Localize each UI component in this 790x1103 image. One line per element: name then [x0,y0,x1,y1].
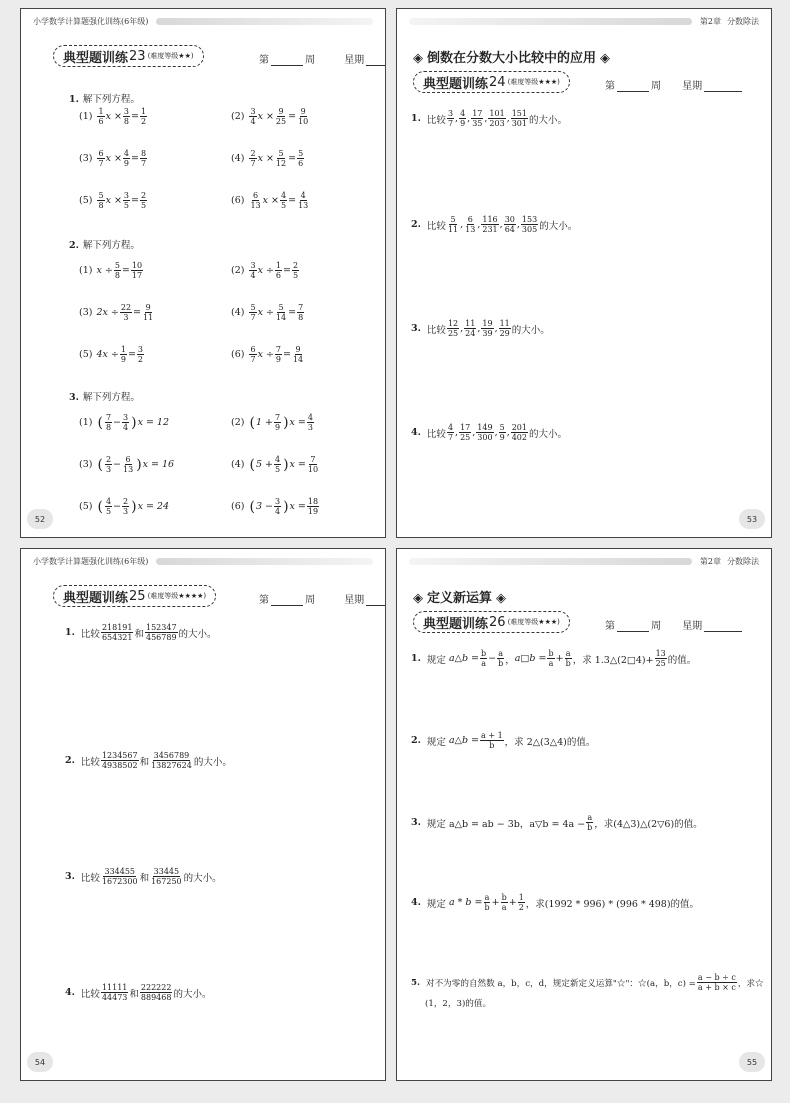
book-title: 小学数学计算题强化训练(6年级) [33,16,149,26]
diamond-icon: ◈ [413,591,423,606]
equation: (1) $\frac{1}{6}$ x × $\frac{3}{8}$ = $\frac{1}{2}$ [79,107,147,126]
week-day-line: 第 周 星期 [605,77,744,92]
section-title: ◈ 倒数在分数大小比较中的应用 ◈ [413,51,611,66]
diamond-icon: ◈ [600,51,611,66]
equation: (5) ( $\frac{4}{5}$ − $\frac{2}{3}$ ) x = 24 [79,497,170,516]
week-day-line: 第 周 星期 [259,51,386,66]
question-3: 3. 比较 $\frac{12}{25}$ , $\frac{11}{24}$ , $\frac{19}{39}$ , $\frac{11}{29}$ 的大小。 [411,319,550,338]
week-day-line: 第 周 星期 [259,591,386,606]
page-number: 52 [27,509,53,529]
section-title: ◈ 定义新运算 ◈ [413,591,507,606]
week-day-line: 第 周 星期 [605,617,744,632]
page-number: 54 [27,1052,53,1072]
question-1: 1. 比较 $\frac{3}{7}$ , $\frac{4}{9}$ , $\frac{17}{35}$ , $\frac{101}{203}$ , $\frac{151}{301}$ 的大小。 [411,109,568,128]
running-header [33,15,373,27]
running-header: 小学数学计算题强化训练(6年级) [33,555,373,567]
question-3: 3. 比较 $\frac{334455}{1672300}$ 和 $\frac{33445}{167250}$ 的大小。 [65,867,222,886]
page-number: 55 [739,1052,765,1072]
question-4: 4. 规定 a * b = $\frac{a}{b}$ + $\frac{b}{a}$ + $\frac{1}{2}$ ，求(1992 * 996) * (996 * 498)的值。 [411,893,700,912]
running-header: 第2章 分数除法 [409,555,759,567]
question-3-heading: 3. 解下列方程。 [69,392,140,403]
question-5: 5. 对不为零的自然数 a，b，c，d，规定新定义运算"☆"：☆(a，b，c) = $\frac{a - b \div c}{a + b \times c}$ ，求☆ [411,973,764,992]
equation: (3) 2x ÷ $\frac{22}{3}$ = $\frac{9}{11}$ [79,303,154,322]
page-52 [20,8,386,538]
chapter-label: 第2章 [699,16,721,26]
exercise-badge: 典型题训练 25 (难度等级★★★★) [53,585,216,607]
equation: (5) 4x ÷ $\frac{1}{9}$ = $\frac{3}{2}$ [79,345,144,364]
exercise-badge [53,45,204,67]
day-blank [366,56,386,66]
equation: (5) $\frac{5}{8}$ x × $\frac{3}{5}$ = $\frac{2}{5}$ [79,191,147,210]
question-2-heading: 2. 解下列方程。 [69,240,140,251]
equation: (4) ( 5 + $\frac{4}{5}$ ) x = $\frac{7}{10}$ [231,455,319,474]
equation: (6) ( 3 − $\frac{3}{4}$ ) x = $\frac{18}{19}$ [231,497,319,516]
question-2: 2. 比较 $\frac{5}{11}$ , $\frac{6}{13}$ , $\frac{116}{231}$ , $\frac{30}{64}$ , $\frac{153}{305}$ 的大小。 [411,215,578,234]
equation: (6) $\frac{6}{7}$ x ÷ $\frac{7}{9}$ = $\frac{9}{14}$ [231,345,304,364]
question-2: 2. 比较 $\frac{1234567}{4938502}$ 和 $\frac{3456789}{13827624}$ 的大小。 [65,751,232,770]
week-blank [271,56,303,66]
equation: (2) $\frac{3}{4}$ x × $\frac{9}{25}$ = $\frac{9}{10}$ [231,107,309,126]
page-54 [20,548,386,1081]
page-number: 53 [739,509,765,529]
question-1-heading: 1. 解下列方程。 [69,94,140,105]
exercise-badge: 典型题训练 24 (难度等级★★★) [413,71,570,93]
exercise-badge: 典型题训练 26 (难度等级★★★) [413,611,570,633]
equation: (2) ( 1 + $\frac{7}{9}$ ) x = $\frac{4}{3}$ [231,413,313,432]
question-5-cont: (1，2，3)的值。 [425,999,492,1009]
difficulty-label: (难度等级★★) [147,52,194,60]
equation: (4) $\frac{2}{7}$ x × $\frac{5}{12}$ = $\frac{5}{6}$ [231,149,304,168]
chapter-topic: 分数除法 [727,16,759,26]
badge-title: 典型题训练 [63,50,129,66]
question-4: 4. 比较 $\frac{11111}{44473}$ 和 $\frac{222222}{889468}$ 的大小。 [65,983,212,1002]
equation: (2) $\frac{3}{4}$ x ÷ $\frac{1}{6}$ = $\frac{2}{5}$ [231,261,299,280]
diamond-icon: ◈ [496,591,507,606]
equation: (4) $\frac{5}{7}$ x ÷ $\frac{5}{14}$ = $\frac{7}{8}$ [231,303,304,322]
diamond-icon: ◈ [413,51,423,66]
equation: (3) ( $\frac{2}{3}$ − $\frac{6}{13}$ ) x = 16 [79,455,175,474]
equation: (1) x ÷ $\frac{5}{8}$ = $\frac{10}{17}$ [79,261,143,280]
equation: (1) ( $\frac{7}{8}$ − $\frac{3}{4}$ ) x = 12 [79,413,170,432]
question-4: 4. 比较 $\frac{4}{7}$ , $\frac{17}{25}$ , $\frac{149}{300}$ , $\frac{5}{9}$ , $\frac{201}{402}$ 的大小。 [411,423,568,442]
question-2: 2. 规定 a△b = $\frac{a + 1}{b}$ ，求 2△(3△4)的值。 [411,731,596,750]
running-header [409,15,759,27]
badge-number: 23 [129,48,146,64]
page-53 [396,8,772,538]
question-1: 1. 比较 $\frac{218191}{654321}$ 和 $\frac{152347}{456789}$ 的大小。 [65,623,217,642]
question-1: 1. 规定 a△b = $\frac{b}{a}$ − $\frac{a}{b}$ ， a□b = $\frac{b}{a}$ + $\frac{a}{b}$ ，求 1.3△(2□4)+ $\frac{13}{25}$ 的值。 [411,649,697,668]
page-55 [396,548,772,1081]
equation: (6) $\frac{6}{13}$ x × $\frac{4}{5}$ = $\frac{4}{13}$ [231,191,309,210]
question-3: 3. 规定 a△b = ab − 3b，a▽b = 4a − $\frac{a}{b}$ ，求(4△3)△(2▽6)的值。 [411,813,703,832]
equation: (3) $\frac{6}{7}$ x × $\frac{4}{9}$ = $\frac{8}{7}$ [79,149,147,168]
